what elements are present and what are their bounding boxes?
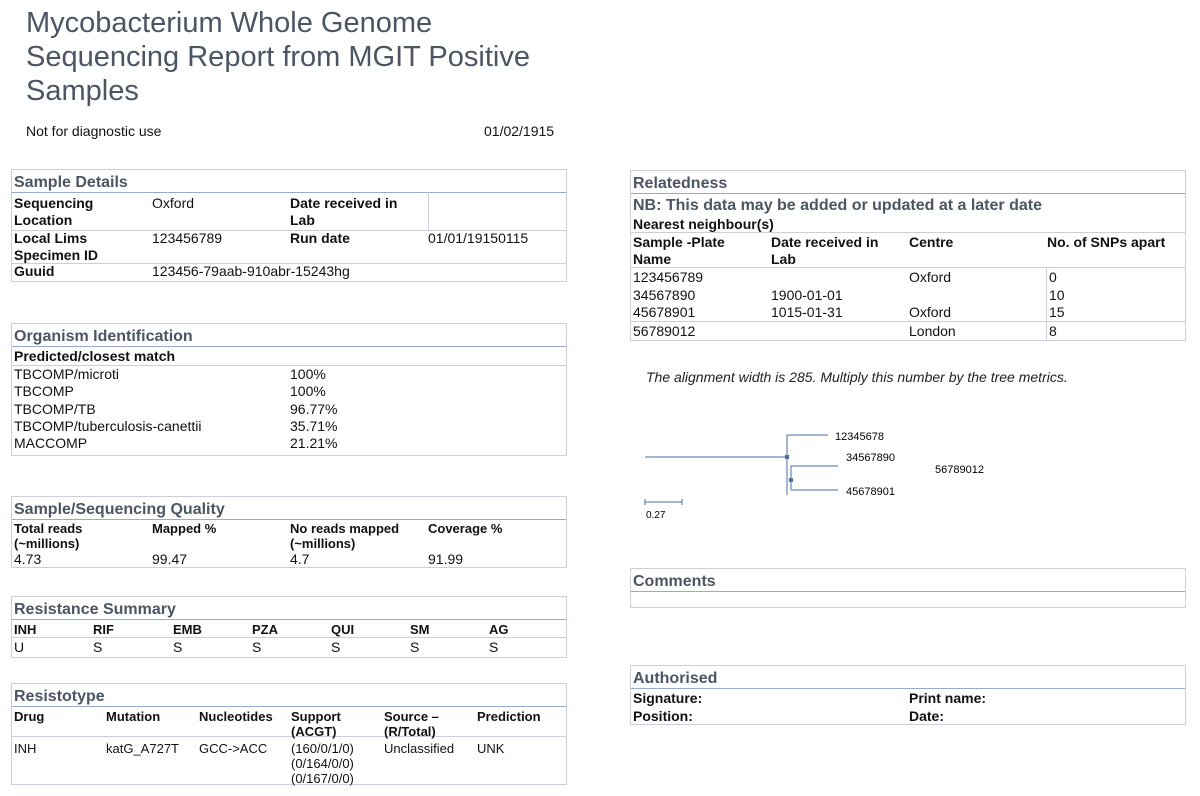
neighbour-sample: 56789012	[633, 323, 696, 339]
neighbour-sample: 45678901	[633, 304, 696, 320]
relatedness-header: Centre	[909, 234, 954, 250]
guuid-label: Guuid	[14, 263, 55, 279]
sequencing-quality-section	[11, 496, 567, 568]
date-received-label: Date received in Lab	[290, 195, 398, 228]
resistotype-prediction: UNK	[477, 741, 505, 756]
organism-name: MACCOMP	[14, 435, 88, 451]
section-heading: Resistotype	[14, 688, 105, 705]
neighbour-snps: 15	[1049, 304, 1065, 320]
neighbour-snps: 0	[1049, 269, 1057, 285]
resistotype-header: Nucleotides	[199, 709, 273, 724]
authorised-section	[630, 665, 1186, 725]
alignment-note: The alignment width is 285. Multiply this number by the tree metrics.	[646, 369, 1068, 385]
tree-leaf: 56789012	[935, 464, 984, 476]
resistance-value: S	[252, 639, 262, 655]
resistance-value: S	[93, 639, 103, 655]
neighbour-snps: 10	[1049, 287, 1065, 303]
guuid-value: 123456-79aab-910abr-15243hg	[152, 263, 350, 279]
resistotype-mutation: katG_A727T	[106, 741, 179, 756]
organism-pct: 96.77%	[290, 401, 338, 417]
signature-label: Signature:	[633, 690, 703, 706]
resistotype-support: (160/0/1/0) (0/164/0/0) (0/167/0/0)	[291, 741, 354, 786]
resistotype-header: Source – (R/Total)	[384, 709, 439, 739]
total-reads-label: Total reads (~millions)	[14, 521, 83, 551]
resistance-value: S	[489, 639, 499, 655]
mapped-value: 99.47	[152, 551, 188, 567]
resistotype-header: Support (ACGT)	[291, 709, 341, 739]
section-heading: Sample Details	[14, 174, 128, 191]
tree-leaf: 12345678	[835, 431, 884, 443]
tree-scale-label: 0.27	[646, 510, 666, 521]
resistotype-drug: INH	[14, 741, 37, 756]
sequencing-location-value: Oxford	[152, 195, 195, 211]
organism-pct: 35.71%	[290, 418, 338, 434]
drug-header: RIF	[93, 622, 114, 637]
resistotype-header: Prediction	[477, 709, 541, 724]
organism-name: TBCOMP	[14, 383, 74, 399]
local-lims-value: 123456789	[152, 230, 223, 246]
section-heading: Comments	[633, 573, 716, 590]
neighbour-centre: Oxford	[909, 304, 952, 320]
organism-pct: 100%	[290, 366, 326, 382]
neighbour-sample: 123456789	[633, 269, 704, 285]
report-title: Mycobacterium Whole Genome Sequencing Report from MGIT Positive Samples	[26, 7, 530, 107]
organism-name: TBCOMP/TB	[14, 401, 96, 417]
no-reads-mapped-value: 4.7	[290, 551, 310, 567]
closest-match-label: Predicted/closest match	[14, 348, 176, 364]
resistance-value: U	[14, 639, 25, 655]
position-label: Position:	[633, 708, 693, 724]
resistance-value: S	[331, 639, 341, 655]
drug-header: SM	[410, 622, 430, 637]
section-heading: Resistance Summary	[14, 601, 176, 618]
date-label: Date:	[909, 708, 945, 724]
nb-notice: NB: This data may be added or updated at a later date	[633, 197, 1042, 214]
relatedness-header: Sample -Plate Name	[633, 234, 725, 267]
diagnostic-disclaimer: Not for diagnostic use	[26, 123, 162, 139]
report-date: 01/02/1915	[484, 123, 555, 139]
sample-details-section	[11, 169, 567, 282]
neighbour-date: 1900-01-01	[771, 287, 843, 303]
neighbour-snps: 8	[1049, 323, 1057, 339]
resistance-value: S	[173, 639, 183, 655]
comments-section	[630, 568, 1186, 608]
resistotype-header: Mutation	[106, 709, 161, 724]
resistance-summary-section	[11, 596, 567, 658]
section-heading: Organism Identification	[14, 328, 193, 345]
phylogenetic-tree	[630, 420, 1010, 525]
coverage-label: Coverage %	[428, 521, 503, 536]
organism-pct: 21.21%	[290, 435, 338, 451]
section-heading: Authorised	[633, 670, 718, 687]
tree-leaf: 34567890	[846, 452, 895, 464]
drug-header: PZA	[252, 622, 278, 637]
relatedness-section	[630, 170, 1186, 341]
neighbour-date: 1015-01-31	[771, 304, 843, 320]
run-date-label: Run date	[290, 230, 350, 246]
resistotype-nucleotides: GCC->ACC	[199, 741, 268, 756]
neighbour-centre: Oxford	[909, 269, 952, 285]
run-date-value: 01/01/19150115	[428, 230, 529, 246]
total-reads-value: 4.73	[14, 551, 42, 567]
organism-name: TBCOMP/microti	[14, 366, 119, 382]
no-reads-mapped-label: No reads mapped (~millions)	[290, 521, 400, 551]
drug-header: INH	[14, 622, 37, 637]
tree-leaf: 45678901	[846, 486, 895, 498]
coverage-value: 91.99	[428, 551, 464, 567]
resistotype-section	[11, 683, 567, 785]
print-name-label: Print name:	[909, 690, 987, 706]
neighbour-centre: London	[909, 323, 956, 339]
resistotype-source: Unclassified	[384, 741, 455, 756]
drug-header: EMB	[173, 622, 202, 637]
organism-name: TBCOMP/tuberculosis-canettii	[14, 418, 202, 434]
nearest-neighbours-label: Nearest neighbour(s)	[633, 216, 774, 232]
organism-pct: 100%	[290, 383, 326, 399]
resistotype-header: Drug	[14, 709, 45, 724]
drug-header: QUI	[331, 622, 355, 637]
section-heading: Relatedness	[633, 175, 728, 192]
relatedness-header: No. of SNPs apart	[1047, 234, 1166, 250]
organism-identification-section	[11, 323, 567, 456]
local-lims-label: Local Lims Specimen ID	[14, 230, 99, 263]
resistance-value: S	[410, 639, 420, 655]
mapped-label: Mapped %	[152, 521, 217, 536]
relatedness-header: Date received in Lab	[771, 234, 879, 267]
neighbour-sample: 34567890	[633, 287, 696, 303]
drug-header: AG	[489, 622, 509, 637]
sequencing-location-label: Sequencing Location	[14, 195, 94, 228]
section-heading: Sample/Sequencing Quality	[14, 501, 225, 518]
